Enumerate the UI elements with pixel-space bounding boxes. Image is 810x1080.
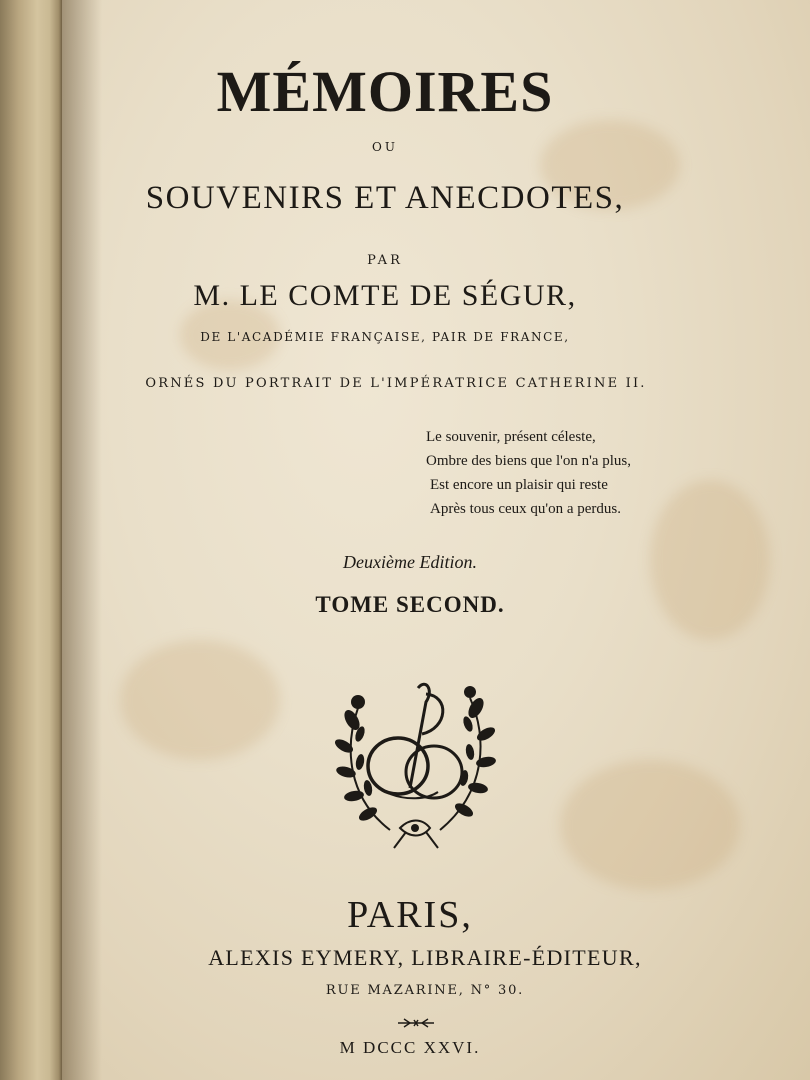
imprint-city: PARIS, [347,894,473,936]
epigraph-line: Est encore un plaisir qui reste [430,477,608,493]
volume-label: TOME SECOND. [315,592,505,617]
epigraph [426,425,631,521]
epigraph-line: Ombre des biens que l'on n'a plus, [426,453,631,469]
typographic-ornament-icon [396,1016,436,1030]
foxing-stain [560,760,740,890]
author-affiliation: DE L'ACADÉMIE FRANÇAISE, PAIR DE FRANCE, [200,330,570,344]
author-name: M. LE COMTE DE SÉGUR, [193,279,577,312]
publication-year: M DCCC XXVI. [339,1038,481,1057]
title-conjunction: OU [372,140,398,154]
edition-label: Deuxième Edition. [343,552,477,572]
book-title: MÉMOIRES [216,59,554,124]
ornament-note: ORNÉS DU PORTRAIT DE L'IMPÉRATRICE CATHERINE II. [145,376,647,391]
by-line: PAR [367,253,403,268]
book-binding-edge [0,0,62,1080]
publisher-address: RUE MAZARINE, N° 30. [325,983,525,998]
monogram-wreath-icon [330,668,500,858]
publisher-name: ALEXIS EYMERY, LIBRAIRE-ÉDITEUR, [208,945,642,970]
foxing-stain [120,640,280,760]
epigraph-line: Le souvenir, présent céleste, [426,429,596,445]
epigraph-line: Après tous ceux qu'on a perdus. [430,501,621,517]
book-subtitle: SOUVENIRS ET ANECDOTES, [145,180,625,216]
